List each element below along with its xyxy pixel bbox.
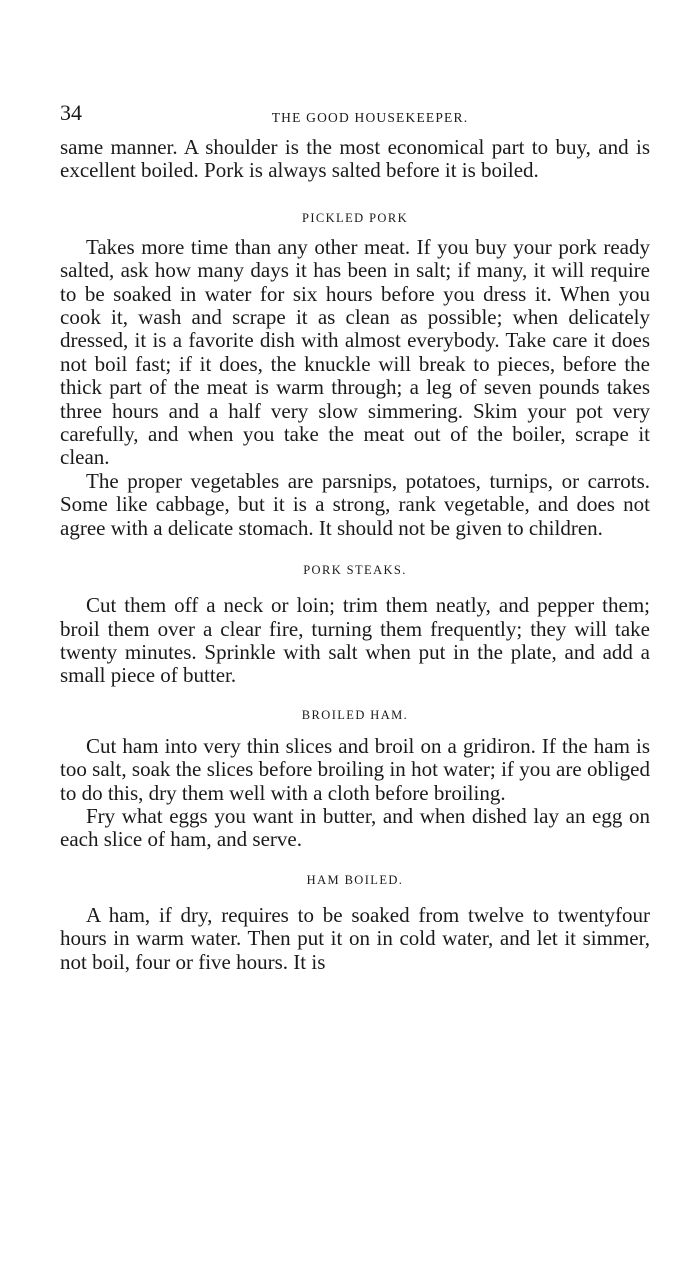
intro-paragraph: same manner. A shoulder is the most economical part to buy, and is excellent boiled. Pork is always salted before it is boiled. (60, 135, 650, 183)
running-header (60, 100, 650, 136)
paragraph: Takes more time than any other meat. If you buy your pork ready salted, ask how many days it has been in salt; if many, it will require to be soaked in water for six hours before you dress it. When you cook it, wash and scrape it as clean as possible; when delicately dressed, it is a favorite dish with almost everybody. Take care it does not boil fast; if it does, the knuckle will break to pieces, before the thick part of the meat is warm through; a leg of seven pounds takes three hours and a half very slow simmering. Skim your pot very carefully, and when you take the meat out of the boiler, scrape it clean. (60, 234, 650, 470)
section-heading-ham-boiled: HAM BOILED. (306, 872, 404, 887)
section-heading-pickled-pork: PICKLED PORK (301, 210, 409, 225)
paragraph: Cut ham into very thin slices and broil on a gridiron. If the ham is too salt, soak the slices before broiling in hot water; if you are obliged to do this, dry them well with a cloth before broiling. (60, 733, 650, 805)
paragraph: A ham, if dry, requires to be soaked from twelve to twentyfour hours in warm water. Then put it on in cold water, and let it simmer, not boil, four or five hours. It is (60, 902, 650, 974)
paragraph: Fry what eggs you want in butter, and when dished lay an egg on each slice of ham, and serve. (60, 803, 650, 852)
running-title: THE GOOD HOUSEKEEPER. (271, 110, 469, 125)
book-page (60, 100, 650, 974)
section-heading-pork-steaks: PORK STEAKS. (303, 563, 407, 578)
paragraph: Cut them off a neck or loin; trim them neatly, and pepper them; broil them over a clear fire, turning them frequently; they will take twenty minutes. Sprinkle with salt when put in the plate, and add a small piece of butter. (60, 593, 650, 688)
paragraph: The proper vegetables are parsnips, potatoes, turnips, or carrots. Some like cabbage, but it is a strong, rank vegetable, and does not agree with a delicate stomach. It should not be given to children. (60, 468, 650, 540)
page-number: 34 (60, 100, 82, 125)
section-heading-broiled-ham: BROILED HAM. (301, 707, 409, 722)
